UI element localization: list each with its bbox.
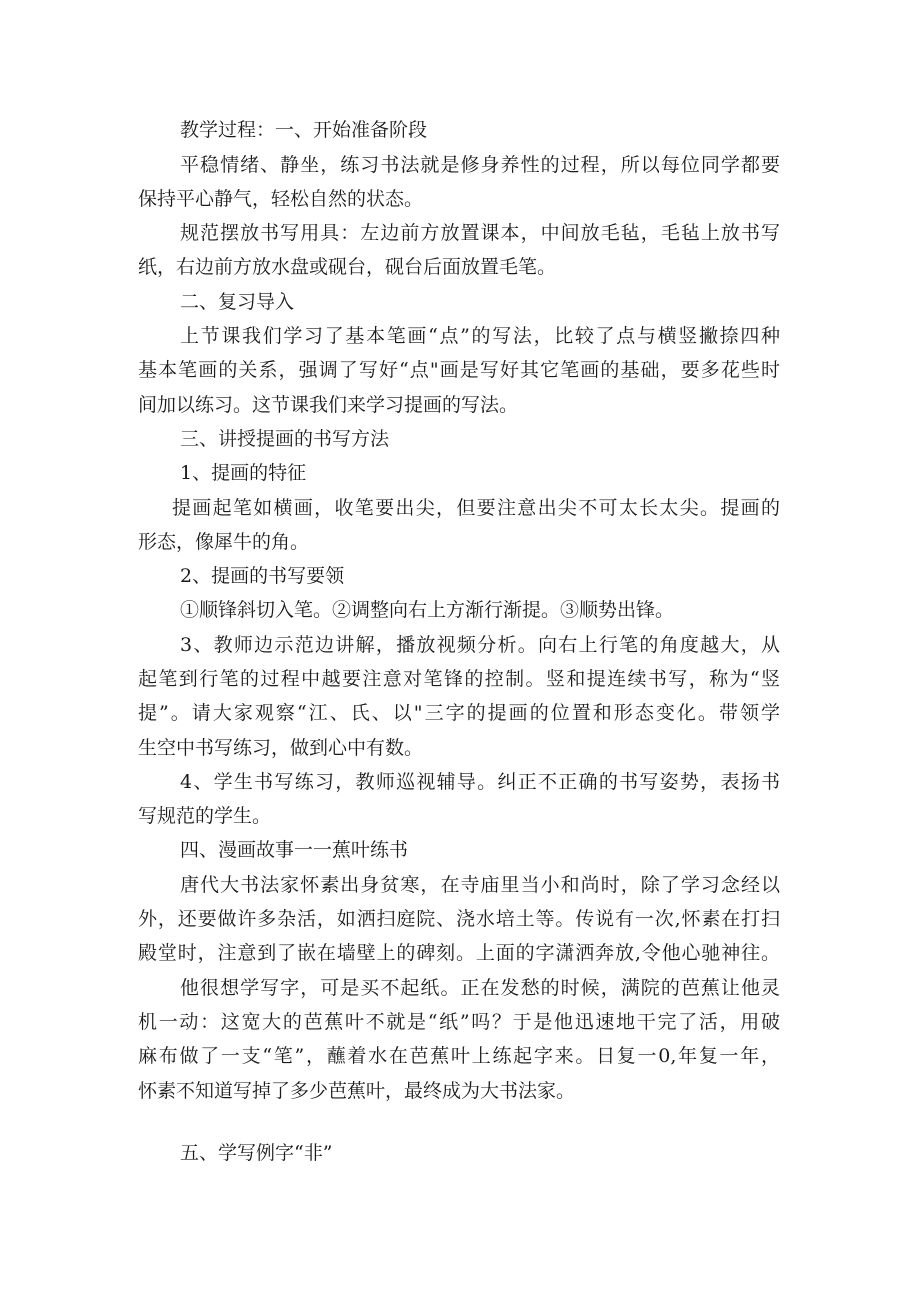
text-line-25: 殿堂时，注意到了嵌在墙壁上的碑刻。上面的字潇洒奔放,令他心驰神往。 xyxy=(138,942,780,964)
text-line-26: 他很想学写字，可是买不起纸。正在发愁的时候，满院的芭蕉让他灵 xyxy=(180,977,780,999)
text-line-19: 生空中书写练习，做到心中有数。 xyxy=(138,737,424,759)
text-line-6: 二、复习导入 xyxy=(180,291,295,313)
text-line-13: 形态，像犀牛的角。 xyxy=(138,531,310,553)
text-line-2: 平稳情绪、静坐，练习书法就是修身养性的过程，所以每位同学都要 xyxy=(180,154,780,176)
text-line-15: ①顺锋斜切入笔。②调整向右上方渐行渐提。③顺势出锋。 xyxy=(180,599,675,621)
text-line-10: 三、讲授提画的书写方法 xyxy=(180,428,390,450)
text-line-23: 唐代大书法家怀素出身贫寒，在寺庙里当小和尚时，除了学习念经以 xyxy=(180,874,780,896)
text-line-11: 1、提画的特征 xyxy=(180,462,307,484)
text-line-9: 间加以练习。这节课我们来学习提画的写法。 xyxy=(138,394,519,416)
text-line-8: 基本笔画的关系，强调了写好“点"画是写好其它笔画的基础，要多花些时 xyxy=(138,359,780,381)
text-line-12: 提画起笔如横画，收笔要出尖，但要注意出尖不可太长太尖。提画的 xyxy=(172,497,780,519)
section-heading-5: 五、学写例字“非” xyxy=(180,1142,333,1164)
text-line-5: 纸，右边前方放水盘或砚台，砚台后面放置毛笔。 xyxy=(138,256,557,278)
text-line-7: 上节课我们学习了基本笔画“点”的写法，比较了点与横竖撇捺四种 xyxy=(180,325,780,347)
text-line-29: 怀素不知道写掉了多少芭蕉叶，最终成为大书法家。 xyxy=(138,1080,576,1102)
text-line-24: 外，还要做许多杂活，如洒扫庭院、浇水培土等。传说有一次,怀素在打扫 xyxy=(138,908,780,930)
text-line-1: 教学过程：一、开始准备阶段 xyxy=(180,119,428,141)
text-line-14: 2、提画的书写要领 xyxy=(180,565,345,587)
text-line-4: 规范摆放书写用具：左边前方放置课本，中间放毛毡，毛毡上放书写 xyxy=(180,222,780,244)
text-line-21: 写规范的学生。 xyxy=(138,805,272,827)
text-line-17: 起笔到行笔的过程中越要注意对笔锋的控制。竖和提连续书写，称为“竖 xyxy=(138,668,780,690)
text-line-16: 3、教师边示范边讲解，播放视频分析。向右上行笔的角度越大，从 xyxy=(180,634,780,656)
text-line-27: 机一动：这宽大的芭蕉叶不就是“纸”吗？于是他迅速地干完了活，用破 xyxy=(138,1011,780,1033)
text-line-22: 四、漫画故事一一蕉叶练书 xyxy=(180,839,409,861)
text-line-18: 提”。请大家观察“江、氏、以"三字的提画的位置和形态变化。带领学 xyxy=(138,702,780,724)
text-line-3: 保持平心静气，轻松自然的状态。 xyxy=(138,188,424,210)
text-line-28: 麻布做了一支“笔”，蘸着水在芭蕉叶上练起字来。日复一0,年复一年， xyxy=(138,1045,780,1067)
text-line-20: 4、学生书写练习，教师巡视辅导。纠正不正确的书写姿势，表扬书 xyxy=(180,771,780,793)
